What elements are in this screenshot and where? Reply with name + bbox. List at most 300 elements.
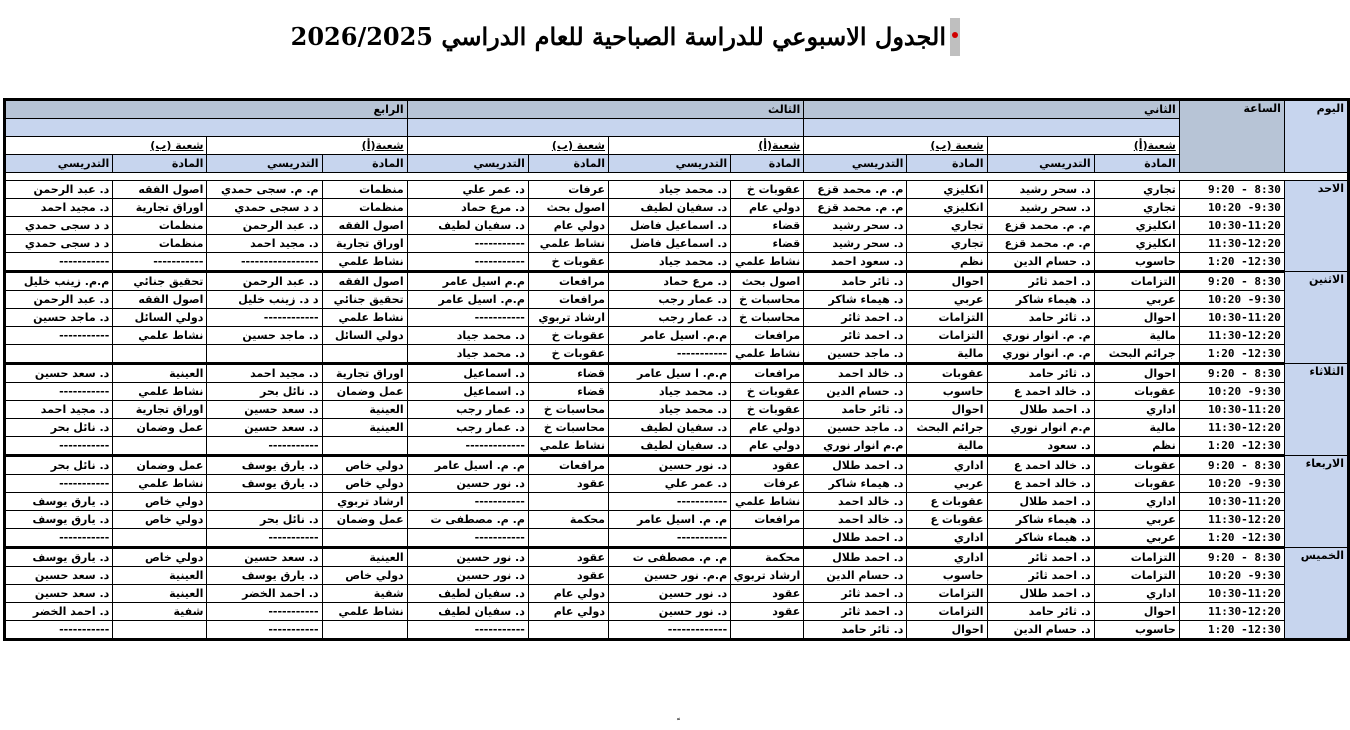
- teacher-cell: د. محمد جياد: [609, 181, 731, 199]
- teacher-cell: د. اسماعيل فاضل: [609, 235, 731, 253]
- subject-cell: عربي: [1094, 511, 1179, 529]
- subject-cell: عقود: [528, 567, 608, 585]
- subject-cell: عمل وضمان: [113, 456, 207, 475]
- subject-cell: اصول الفقه: [113, 291, 207, 309]
- subject-cell: انكليزي: [907, 199, 987, 217]
- subject-cell: تجاري: [1094, 181, 1179, 199]
- subject-cell: دولي خاص: [113, 511, 207, 529]
- subject-cell: احوال: [1094, 364, 1179, 383]
- subject-cell: نظم: [907, 253, 987, 272]
- section-a-header: شعبة(أ): [207, 137, 407, 155]
- subject-cell: مرافعات: [731, 364, 804, 383]
- schedule-row: [5, 181, 1349, 199]
- time-cell: 10:30-11:20: [1179, 493, 1284, 511]
- teacher-cell: م. م. محمد قزع: [804, 181, 907, 199]
- teacher-cell: -----------: [609, 529, 731, 548]
- subject-cell: العينية: [113, 585, 207, 603]
- schedule-row: [5, 272, 1349, 291]
- teacher-cell: د. سحر رشيد: [987, 199, 1094, 217]
- teacher-cell: د. احمد طلال: [804, 529, 907, 548]
- subject-cell: محاسبات خ: [528, 419, 608, 437]
- subject-cell: نشاط علمي: [322, 253, 407, 272]
- teacher-cell: -----------: [609, 345, 731, 364]
- subject-cell: [731, 529, 804, 548]
- teacher-cell: د. نور حسين: [609, 585, 731, 603]
- teacher-cell: د. هيماء شاكر: [987, 511, 1094, 529]
- day-cell: الاثنين: [1284, 272, 1348, 364]
- teacher-cell: د. ماجد حسين: [5, 309, 113, 327]
- subject-cell: العينية: [322, 419, 407, 437]
- schedule-row: [5, 511, 1349, 529]
- teacher-cell: د. احمد الخضر: [5, 603, 113, 621]
- day-column-header: اليوم: [1284, 100, 1348, 173]
- teacher-cell: -----------------: [207, 253, 322, 272]
- subject-cell: نشاط علمي: [113, 327, 207, 345]
- subject-cell: دولي عام: [731, 199, 804, 217]
- teacher-column-header: التدريسي: [5, 155, 113, 173]
- teacher-cell: -----------: [5, 475, 113, 493]
- section-a-header: شعبة(أ): [987, 137, 1179, 155]
- day-cell: الاحد: [1284, 181, 1348, 272]
- teacher-cell: م. م. سجى حمدي: [207, 181, 322, 199]
- schedule-row: [5, 253, 1349, 272]
- schedule-row: [5, 291, 1349, 309]
- teacher-cell: د. حسام الدين: [804, 567, 907, 585]
- teacher-cell: -----------: [5, 437, 113, 456]
- subject-cell: تجاري: [907, 235, 987, 253]
- subject-cell: عقوبات خ: [528, 327, 608, 345]
- teacher-cell: د. ثائر حامد: [804, 401, 907, 419]
- subject-cell: عقوبات ع: [907, 493, 987, 511]
- schedule-row: [5, 199, 1349, 217]
- subject-cell: التزامات: [907, 309, 987, 327]
- teacher-cell: د. محمد جياد: [609, 253, 731, 272]
- teacher-cell: د. اسماعيل: [407, 383, 528, 401]
- subject-cell: نشاط علمي: [528, 235, 608, 253]
- subject-cell: حاسوب: [1094, 253, 1179, 272]
- subject-cell: -----------: [113, 253, 207, 272]
- teacher-cell: د. هيماء شاكر: [987, 291, 1094, 309]
- stage-header-4: الرابع: [5, 100, 408, 119]
- teacher-cell: د. خالد احمد ع: [987, 383, 1094, 401]
- teacher-cell: د. نائل بحر: [207, 511, 322, 529]
- teacher-cell: د. مجيد احمد: [5, 401, 113, 419]
- teacher-cell: د. سحر رشيد: [804, 235, 907, 253]
- teacher-cell: د. احمد ثائر: [804, 309, 907, 327]
- teacher-cell: د. خالد احمد: [804, 364, 907, 383]
- teacher-cell: د. عمار رجب: [609, 291, 731, 309]
- subject-cell: عرفات: [528, 181, 608, 199]
- teacher-cell: د. خالد احمد: [804, 493, 907, 511]
- teacher-cell: -----------: [5, 383, 113, 401]
- subject-cell: [322, 621, 407, 640]
- subject-cell: دولي عام: [528, 217, 608, 235]
- teacher-cell: د. خالد احمد: [804, 511, 907, 529]
- teacher-cell: م. م. محمد قزع: [987, 235, 1094, 253]
- time-column-header: الساعة: [1179, 100, 1284, 173]
- teacher-cell: د. ثائر حامد: [804, 272, 907, 291]
- stage-subband: [407, 119, 804, 137]
- teacher-cell: -----------: [407, 235, 528, 253]
- subject-cell: التزامات: [1094, 272, 1179, 291]
- schedule-row: [5, 603, 1349, 621]
- subject-cell: عمل وضمان: [322, 511, 407, 529]
- time-cell: 11:30-12:20: [1179, 419, 1284, 437]
- teacher-cell: د. سفيان لطيف: [407, 585, 528, 603]
- teacher-cell: د. عمار رجب: [609, 309, 731, 327]
- subject-cell: اداري: [1094, 493, 1179, 511]
- teacher-cell: د. سعد حسين: [207, 401, 322, 419]
- teacher-cell: د. احمد ثائر: [804, 585, 907, 603]
- teacher-cell: د. احمد طلال: [804, 456, 907, 475]
- subject-cell: التزامات: [907, 585, 987, 603]
- subject-cell: عربي: [907, 475, 987, 493]
- time-cell: 12:30- 1:20: [1179, 253, 1284, 272]
- teacher-cell: د. محمد جياد: [407, 345, 528, 364]
- schedule-row: [5, 585, 1349, 603]
- time-cell: 9:30- 10:20: [1179, 567, 1284, 585]
- schedule-row: [5, 327, 1349, 345]
- subject-cell: نشاط علمي: [113, 475, 207, 493]
- time-cell: 8:30 - 9:20: [1179, 272, 1284, 291]
- teacher-cell: -----------: [407, 309, 528, 327]
- schedule-row: [5, 419, 1349, 437]
- time-cell: 10:30-11:20: [1179, 217, 1284, 235]
- subject-cell: دولي عام: [528, 603, 608, 621]
- subject-cell: حاسوب: [907, 567, 987, 585]
- teacher-cell: د. محمد جياد: [407, 327, 528, 345]
- subject-cell: عقود: [528, 548, 608, 567]
- teacher-cell: د. سحر رشيد: [987, 181, 1094, 199]
- subject-cell: [113, 437, 207, 456]
- subject-cell: انكليزي: [1094, 235, 1179, 253]
- teacher-cell: د. خالد احمد ع: [987, 475, 1094, 493]
- subject-cell: دولي خاص: [322, 567, 407, 585]
- section-b-header: شعبة (ب): [407, 137, 608, 155]
- subject-cell: اداري: [907, 456, 987, 475]
- teacher-cell: د. احمد ثائر: [987, 567, 1094, 585]
- subject-cell: [322, 437, 407, 456]
- subject-cell: دولي عام: [731, 437, 804, 456]
- subject-cell: ارشاد تربوي: [322, 493, 407, 511]
- teacher-cell: د. مرع حماد: [609, 272, 731, 291]
- teacher-cell: د. ماجد حسين: [804, 419, 907, 437]
- teacher-cell: د. عمر علي: [407, 181, 528, 199]
- subject-cell: اداري: [1094, 585, 1179, 603]
- teacher-cell: د. نائل بحر: [207, 383, 322, 401]
- subject-cell: دولي خاص: [113, 493, 207, 511]
- teacher-cell: د. مجيد احمد: [207, 364, 322, 383]
- teacher-cell: -----------: [5, 253, 113, 272]
- subject-cell: احوال: [907, 401, 987, 419]
- subject-cell: التزامات: [907, 327, 987, 345]
- subject-cell: عقوبات: [1094, 475, 1179, 493]
- subject-cell: عقوبات ع: [907, 511, 987, 529]
- subject-cell: [113, 345, 207, 364]
- teacher-cell: م. م. اسيل عامر: [609, 511, 731, 529]
- teacher-cell: د. نور حسين: [407, 475, 528, 493]
- subject-cell: عقود: [528, 475, 608, 493]
- subject-cell: اصول بحث: [528, 199, 608, 217]
- subject-cell: تجاري: [1094, 199, 1179, 217]
- teacher-cell: د. احمد طلال: [987, 401, 1094, 419]
- teacher-cell: د. سعد حسين: [5, 364, 113, 383]
- teacher-cell: م.م انوار نوري: [804, 437, 907, 456]
- schedule-row: [5, 567, 1349, 585]
- teacher-cell: د. سفيان لطيف: [407, 603, 528, 621]
- time-cell: 12:30- 1:20: [1179, 437, 1284, 456]
- subject-cell: عقود: [731, 456, 804, 475]
- subject-cell: عقوبات خ: [731, 383, 804, 401]
- subject-cell: احوال: [907, 621, 987, 640]
- teacher-cell: د. احمد طلال: [804, 548, 907, 567]
- teacher-cell: د. نائل بحر: [5, 419, 113, 437]
- teacher-cell: د. حسام الدين: [804, 383, 907, 401]
- time-cell: 10:30-11:20: [1179, 585, 1284, 603]
- subject-column-header: المادة: [731, 155, 804, 173]
- subject-cell: [322, 529, 407, 548]
- teacher-cell: د. احمد ثائر: [804, 603, 907, 621]
- teacher-cell: ------------: [207, 309, 322, 327]
- teacher-cell: د. هيماء شاكر: [804, 291, 907, 309]
- schedule-row: [5, 437, 1349, 456]
- subject-cell: قضاء: [731, 217, 804, 235]
- subject-cell: ارشاد تربوي: [731, 567, 804, 585]
- teacher-cell: د. احمد ثائر: [987, 272, 1094, 291]
- time-cell: 12:30- 1:20: [1179, 345, 1284, 364]
- subject-cell: عمل وضمان: [322, 383, 407, 401]
- subject-cell: نشاط علمي: [113, 383, 207, 401]
- subject-cell: ارشاد تربوي: [528, 309, 608, 327]
- schedule-row: [5, 401, 1349, 419]
- subject-cell: نظم: [1094, 437, 1179, 456]
- subject-cell: قضاء: [731, 235, 804, 253]
- teacher-cell: د. سفيان لطيف: [609, 419, 731, 437]
- subject-cell: العينية: [113, 567, 207, 585]
- subject-cell: عقوبات خ: [731, 401, 804, 419]
- time-cell: 9:30- 10:20: [1179, 291, 1284, 309]
- teacher-cell: د. احمد ثائر: [804, 327, 907, 345]
- subject-column-header: المادة: [1094, 155, 1179, 173]
- subject-cell: التزامات: [1094, 567, 1179, 585]
- subject-cell: دولي عام: [528, 585, 608, 603]
- subject-cell: نشاط علمي: [528, 437, 608, 456]
- subject-cell: نشاط علمي: [731, 345, 804, 364]
- teacher-cell: د. سفيان لطيف: [407, 217, 528, 235]
- subject-cell: العينية: [322, 548, 407, 567]
- teacher-cell: د. سعد حسين: [207, 548, 322, 567]
- teacher-cell: د. نور حسين: [609, 603, 731, 621]
- subject-cell: اوراق تجارية: [322, 235, 407, 253]
- time-cell: 9:30- 10:20: [1179, 475, 1284, 493]
- spacer-cell: [5, 173, 1349, 181]
- schedule-row: [5, 364, 1349, 383]
- teacher-cell: [207, 493, 322, 511]
- teacher-cell: م. م. مصطفى ت: [407, 511, 528, 529]
- subject-cell: حاسوب: [1094, 621, 1179, 640]
- subject-cell: التزامات: [1094, 548, 1179, 567]
- subject-cell: اداري: [1094, 401, 1179, 419]
- subject-cell: التزامات: [907, 603, 987, 621]
- subject-cell: تحقيق جنائي: [113, 272, 207, 291]
- teacher-column-header: التدريسي: [207, 155, 322, 173]
- schedule-table: [3, 98, 1350, 641]
- subject-cell: محكمة: [731, 548, 804, 567]
- subject-column-header: المادة: [907, 155, 987, 173]
- subject-cell: جرائم البحث: [1094, 345, 1179, 364]
- schedule-row: [5, 235, 1349, 253]
- teacher-cell: د. يارق يوسف: [207, 567, 322, 585]
- time-cell: 11:30-12:20: [1179, 327, 1284, 345]
- subject-cell: عرفات: [731, 475, 804, 493]
- subject-cell: نشاط علمي: [322, 603, 407, 621]
- subject-cell: عقوبات: [907, 364, 987, 383]
- teacher-cell: م. م. انوار نوري: [987, 345, 1094, 364]
- teacher-cell: -------------: [407, 437, 528, 456]
- subject-cell: انكليزي: [907, 181, 987, 199]
- teacher-cell: د. ماجد حسين: [207, 327, 322, 345]
- teacher-cell: -----------: [407, 253, 528, 272]
- teacher-cell: د. سعد حسين: [207, 419, 322, 437]
- subject-cell: [113, 621, 207, 640]
- teacher-cell: د. مجيد احمد: [5, 199, 113, 217]
- teacher-cell: -----------: [5, 327, 113, 345]
- subject-cell: دولي السائل: [113, 309, 207, 327]
- subject-cell: منظمات: [322, 181, 407, 199]
- subject-cell: عربي: [1094, 291, 1179, 309]
- teacher-cell: د. محمد جياد: [609, 401, 731, 419]
- teacher-cell: د. عبد الرحمن: [5, 291, 113, 309]
- stage-subband: [5, 119, 408, 137]
- section-a-header: شعبة(أ): [609, 137, 804, 155]
- teacher-column-header: التدريسي: [804, 155, 907, 173]
- teacher-cell: د. محمد جياد: [609, 383, 731, 401]
- teacher-cell: د. ثائر حامد: [987, 603, 1094, 621]
- teacher-cell: د. ثائر حامد: [987, 364, 1094, 383]
- teacher-cell: د د. زينب خليل: [207, 291, 322, 309]
- schedule-row: [5, 548, 1349, 567]
- subject-cell: منظمات: [113, 235, 207, 253]
- teacher-cell: د. سعود احمد: [804, 253, 907, 272]
- subject-column-header: المادة: [113, 155, 207, 173]
- subject-cell: عمل وضمان: [113, 419, 207, 437]
- schedule-row: [5, 217, 1349, 235]
- subject-cell: انكليزي: [1094, 217, 1179, 235]
- teacher-cell: د. ثائر حامد: [987, 309, 1094, 327]
- section-b-header: شعبة (ب): [804, 137, 987, 155]
- subject-cell: نشاط علمي: [322, 309, 407, 327]
- subject-cell: شفية: [113, 603, 207, 621]
- teacher-column-header: التدريسي: [987, 155, 1094, 173]
- subject-cell: منظمات: [113, 217, 207, 235]
- subject-cell: [731, 621, 804, 640]
- subject-cell: حاسوب: [907, 383, 987, 401]
- teacher-cell: م. م. مصطفى ت: [609, 548, 731, 567]
- teacher-cell: د. نور حسين: [407, 567, 528, 585]
- subject-cell: عربي: [1094, 529, 1179, 548]
- time-cell: 8:30 - 9:20: [1179, 181, 1284, 199]
- time-cell: 8:30 - 9:20: [1179, 364, 1284, 383]
- subject-cell: تجاري: [907, 217, 987, 235]
- teacher-cell: د. عمار رجب: [407, 401, 528, 419]
- teacher-cell: د. سفيان لطيف: [609, 437, 731, 456]
- teacher-cell: د. ماجد حسين: [804, 345, 907, 364]
- teacher-cell: د. احمد طلال: [987, 585, 1094, 603]
- teacher-cell: د. يارق يوسف: [5, 493, 113, 511]
- day-cell: الخميس: [1284, 548, 1348, 640]
- time-cell: 11:30-12:20: [1179, 235, 1284, 253]
- subject-cell: جرائم البحث: [907, 419, 987, 437]
- teacher-cell: د. نائل بحر: [5, 456, 113, 475]
- teacher-cell: د. عمر علي: [609, 475, 731, 493]
- subject-column-header: المادة: [528, 155, 608, 173]
- schedule-row: [5, 475, 1349, 493]
- subject-cell: اداري: [907, 548, 987, 567]
- subject-cell: عقوبات خ: [528, 253, 608, 272]
- subject-cell: مالية: [1094, 419, 1179, 437]
- teacher-cell: [207, 345, 322, 364]
- teacher-cell: -----------: [207, 603, 322, 621]
- teacher-cell: د. مجيد احمد: [207, 235, 322, 253]
- teacher-cell: د. حسام الدين: [987, 253, 1094, 272]
- teacher-cell: م.م انوار نوري: [987, 419, 1094, 437]
- time-cell: 11:30-12:20: [1179, 511, 1284, 529]
- teacher-cell: م. م. اسيل عامر: [407, 456, 528, 475]
- teacher-cell: م.م. زينب خليل: [5, 272, 113, 291]
- title-marker-dot: [952, 32, 958, 38]
- teacher-cell: د. سحر رشيد: [804, 217, 907, 235]
- subject-cell: العينية: [113, 364, 207, 383]
- teacher-column-header: التدريسي: [407, 155, 528, 173]
- subject-cell: عقود: [731, 603, 804, 621]
- day-cell: الاربعاء: [1284, 456, 1348, 548]
- time-cell: 9:30- 10:20: [1179, 383, 1284, 401]
- subject-cell: عقوبات: [1094, 383, 1179, 401]
- teacher-cell: د. احمد طلال: [987, 493, 1094, 511]
- teacher-cell: د. سعود: [987, 437, 1094, 456]
- teacher-cell: د. سفيان لطيف: [609, 199, 731, 217]
- subject-cell: اوراق تجارية: [322, 364, 407, 383]
- subject-cell: مرافعات: [731, 327, 804, 345]
- subject-cell: عقوبات خ: [731, 181, 804, 199]
- title-block: [290, 18, 960, 58]
- subject-cell: دولي عام: [731, 419, 804, 437]
- teacher-cell: د. هيماء شاكر: [804, 475, 907, 493]
- subject-cell: مالية: [907, 345, 987, 364]
- subject-cell: [528, 529, 608, 548]
- teacher-cell: -----------: [407, 493, 528, 511]
- subject-cell: عقود: [731, 585, 804, 603]
- subject-cell: [113, 529, 207, 548]
- teacher-cell: -----------: [207, 437, 322, 456]
- subject-cell: اصول الفقه: [322, 217, 407, 235]
- teacher-cell: د. اسماعيل فاضل: [609, 217, 731, 235]
- time-cell: 10:30-11:20: [1179, 401, 1284, 419]
- teacher-cell: د. ثائر حامد: [804, 621, 907, 640]
- subject-cell: عربي: [907, 291, 987, 309]
- teacher-cell: د. احمد الخضر: [207, 585, 322, 603]
- teacher-column-header: التدريسي: [609, 155, 731, 173]
- teacher-cell: د. سعد حسين: [5, 585, 113, 603]
- subject-cell: مالية: [1094, 327, 1179, 345]
- teacher-cell: -----------: [609, 493, 731, 511]
- subject-cell: مرافعات: [731, 511, 804, 529]
- schedule-row: [5, 345, 1349, 364]
- teacher-cell: م.م. ا سيل عامر: [609, 364, 731, 383]
- schedule-row: [5, 621, 1349, 640]
- subject-cell: تحقيق جنائي: [322, 291, 407, 309]
- teacher-cell: [5, 345, 113, 364]
